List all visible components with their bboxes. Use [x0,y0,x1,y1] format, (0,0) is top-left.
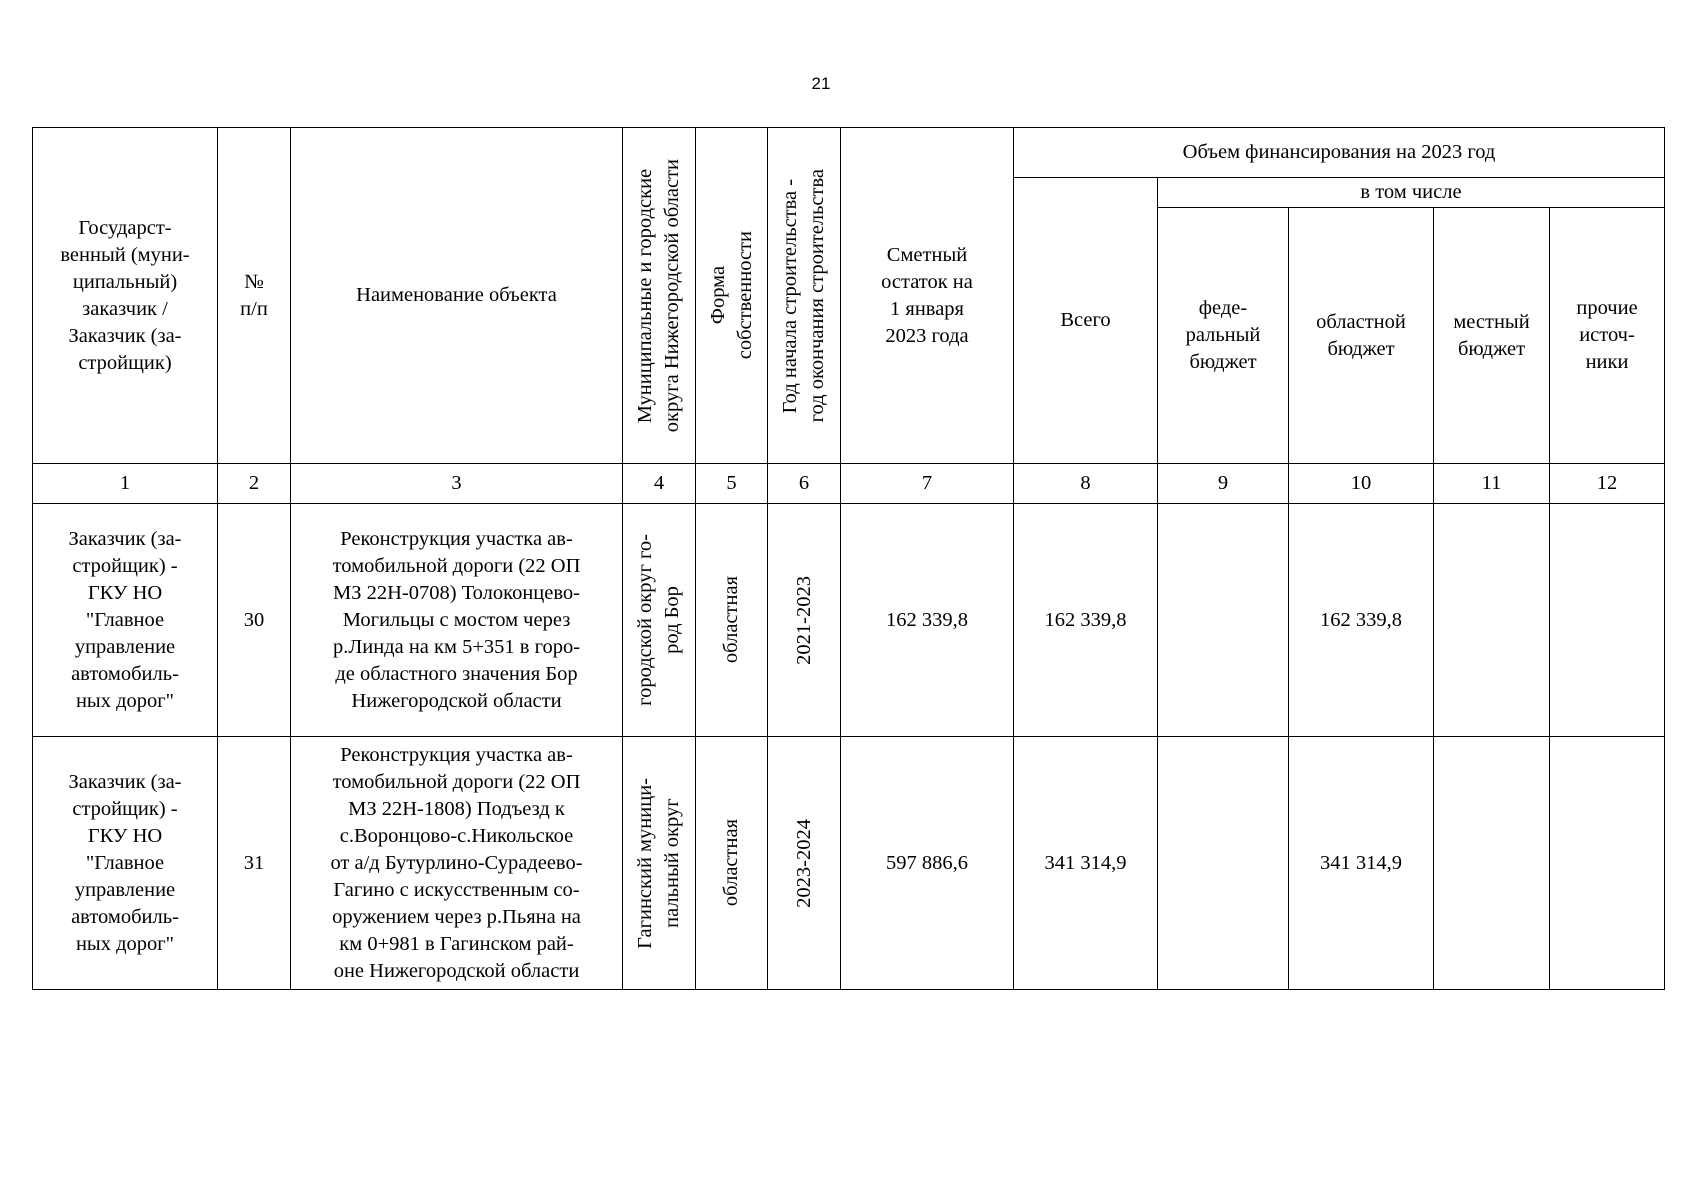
row-municipality [623,737,696,990]
column-number: 6 [768,464,841,504]
header-municipality-text: Муниципальные и городские округа Нижегородской области [634,158,683,433]
column-number: 12 [1550,464,1665,504]
row-other [1550,737,1665,990]
row-ownership-text: областная [720,819,742,907]
column-number: 7 [841,464,1014,504]
row-other [1550,504,1665,737]
row-customer: Заказчик (за- стройщик) - ГКУ НО "Главное управление автомобиль- ных дорог" [33,737,218,990]
page-number: 21 [811,74,831,93]
row-number: 30 [218,504,291,737]
row-federal [1158,737,1289,990]
row-estimate-balance: 162 339,8 [841,504,1014,737]
row-ownership [696,737,768,990]
row-years [768,737,841,990]
row-total: 162 339,8 [1014,504,1158,737]
row-federal [1158,504,1289,737]
column-number: 10 [1289,464,1434,504]
row-ownership-text: областная [720,576,742,664]
header-other: прочие источ- ники [1550,208,1665,464]
row-municipality [623,504,696,737]
column-number-row [33,464,1665,504]
financing-table [32,127,1665,990]
column-number: 11 [1434,464,1550,504]
row-number: 31 [218,737,291,990]
header-local: местный бюджет [1434,208,1550,464]
header-years-text: Год начала строительства - год окончания строительства [779,168,828,423]
row-municipality-text: городской округ го- род Бор [634,534,683,706]
row-object-name: Реконструкция участка ав- томобильной дороги (22 ОП МЗ 22Н-0708) Толоконцево- Могильцы с мостом через р.Линда на км 5+351 в горо- де областного значения Бор Нижегородской области [291,504,623,737]
row-local [1434,504,1550,737]
header-object-name: Наименование объекта [291,128,623,464]
row-years-text: 2021-2023 [792,575,815,665]
column-number: 9 [1158,464,1289,504]
header-number: № п/п [218,128,291,464]
header-total: Всего [1014,178,1158,464]
header-ownership-text: Форма собственности [706,231,756,360]
row-ownership [696,504,768,737]
column-number: 4 [623,464,696,504]
row-municipality-text: Гагинский муници- пальный округ [634,777,683,949]
header-ownership [696,128,768,464]
row-years [768,504,841,737]
row-local [1434,737,1550,990]
header-including: в том числе [1158,178,1665,208]
header-customer: Государст- венный (муни- ципальный) заказчик / Заказчик (за- стройщик) [33,128,218,464]
row-total: 341 314,9 [1014,737,1158,990]
row-customer: Заказчик (за- стройщик) - ГКУ НО "Главное управление автомобиль- ных дорог" [33,504,218,737]
header-municipality [623,128,696,464]
table-row [33,737,1665,990]
header-regional: областной бюджет [1289,208,1434,464]
column-number: 5 [696,464,768,504]
column-number: 3 [291,464,623,504]
row-regional: 341 314,9 [1289,737,1434,990]
row-regional: 162 339,8 [1289,504,1434,737]
header-years [768,128,841,464]
header-funding-group: Объем финансирования на 2023 год [1014,128,1665,178]
header-federal: феде- ральный бюджет [1158,208,1289,464]
row-years-text: 2023-2024 [792,818,815,908]
column-number: 8 [1014,464,1158,504]
column-number: 2 [218,464,291,504]
column-number: 1 [33,464,218,504]
table-row [33,504,1665,737]
header-estimate-balance: Сметный остаток на 1 января 2023 года [841,128,1014,464]
row-object-name: Реконструкция участка ав- томобильной дороги (22 ОП МЗ 22Н-1808) Подъезд к с.Воронцово-с.Никольское от а/д Бутурлино-Сурадеево- Гагино с искусственным со- оружением через р.Пьяна на км 0+981 в Гагинском рай- оне Нижегородской области [291,737,623,990]
row-estimate-balance: 597 886,6 [841,737,1014,990]
